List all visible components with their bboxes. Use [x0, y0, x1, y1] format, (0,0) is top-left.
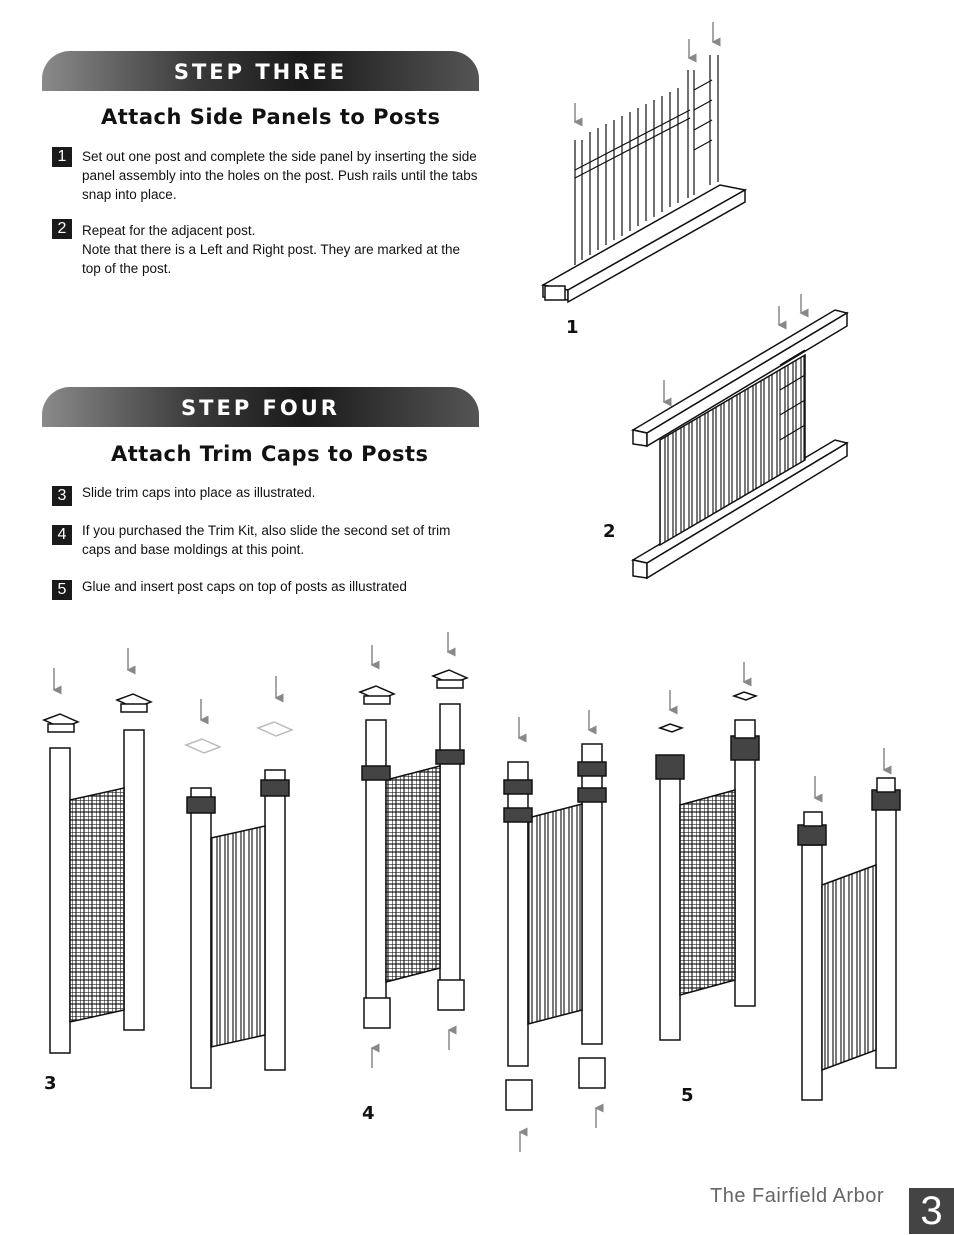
footer-title: The Fairfield Arbor	[709, 1185, 884, 1207]
step-four-subtitle: Attach Trim Caps to Posts	[111, 442, 429, 466]
instruction-2-line1: Repeat for the adjacent post.	[82, 223, 256, 238]
step-number-2: 2	[52, 219, 72, 239]
figure-2-drawing	[633, 294, 847, 578]
figure-3-drawing	[44, 648, 292, 1088]
instruction-5: Glue and insert post caps on top of posts as illustrated	[82, 579, 407, 594]
step-number-1: 1	[52, 147, 72, 167]
instruction-1: Set out one post and complete the side panel by inserting the side panel assembly into the holes on the post. Push rails until the tabs snap into place.	[82, 149, 478, 202]
figure-1-drawing	[543, 22, 745, 302]
figure-label-4: 4	[362, 1103, 375, 1124]
figure-5-drawing	[656, 662, 900, 1100]
page-number: 3	[909, 1188, 954, 1234]
step-three-subtitle: Attach Side Panels to Posts	[101, 105, 441, 129]
step-four-title: STEP FOUR	[181, 396, 340, 420]
figure-4b-drawing	[504, 710, 606, 1152]
figure-label-3: 3	[44, 1073, 57, 1094]
step-number-4: 4	[52, 525, 72, 545]
instruction-3: Slide trim caps into place as illustrated.	[82, 485, 316, 500]
figure-label-1: 1	[566, 317, 579, 338]
figure-label-2: 2	[603, 521, 616, 542]
step-number-5: 5	[52, 580, 72, 600]
instruction-4: If you purchased the Trim Kit, also slide the second set of trim caps and base moldings at this point.	[82, 523, 451, 557]
step-three-title: STEP THREE	[173, 60, 348, 84]
step-number-3: 3	[52, 486, 72, 506]
figure-4-drawing	[360, 632, 467, 1068]
figure-label-5: 5	[681, 1085, 694, 1106]
instruction-2-line2: Note that there is a Left and Right post. They are marked at the top of the post.	[82, 242, 460, 276]
